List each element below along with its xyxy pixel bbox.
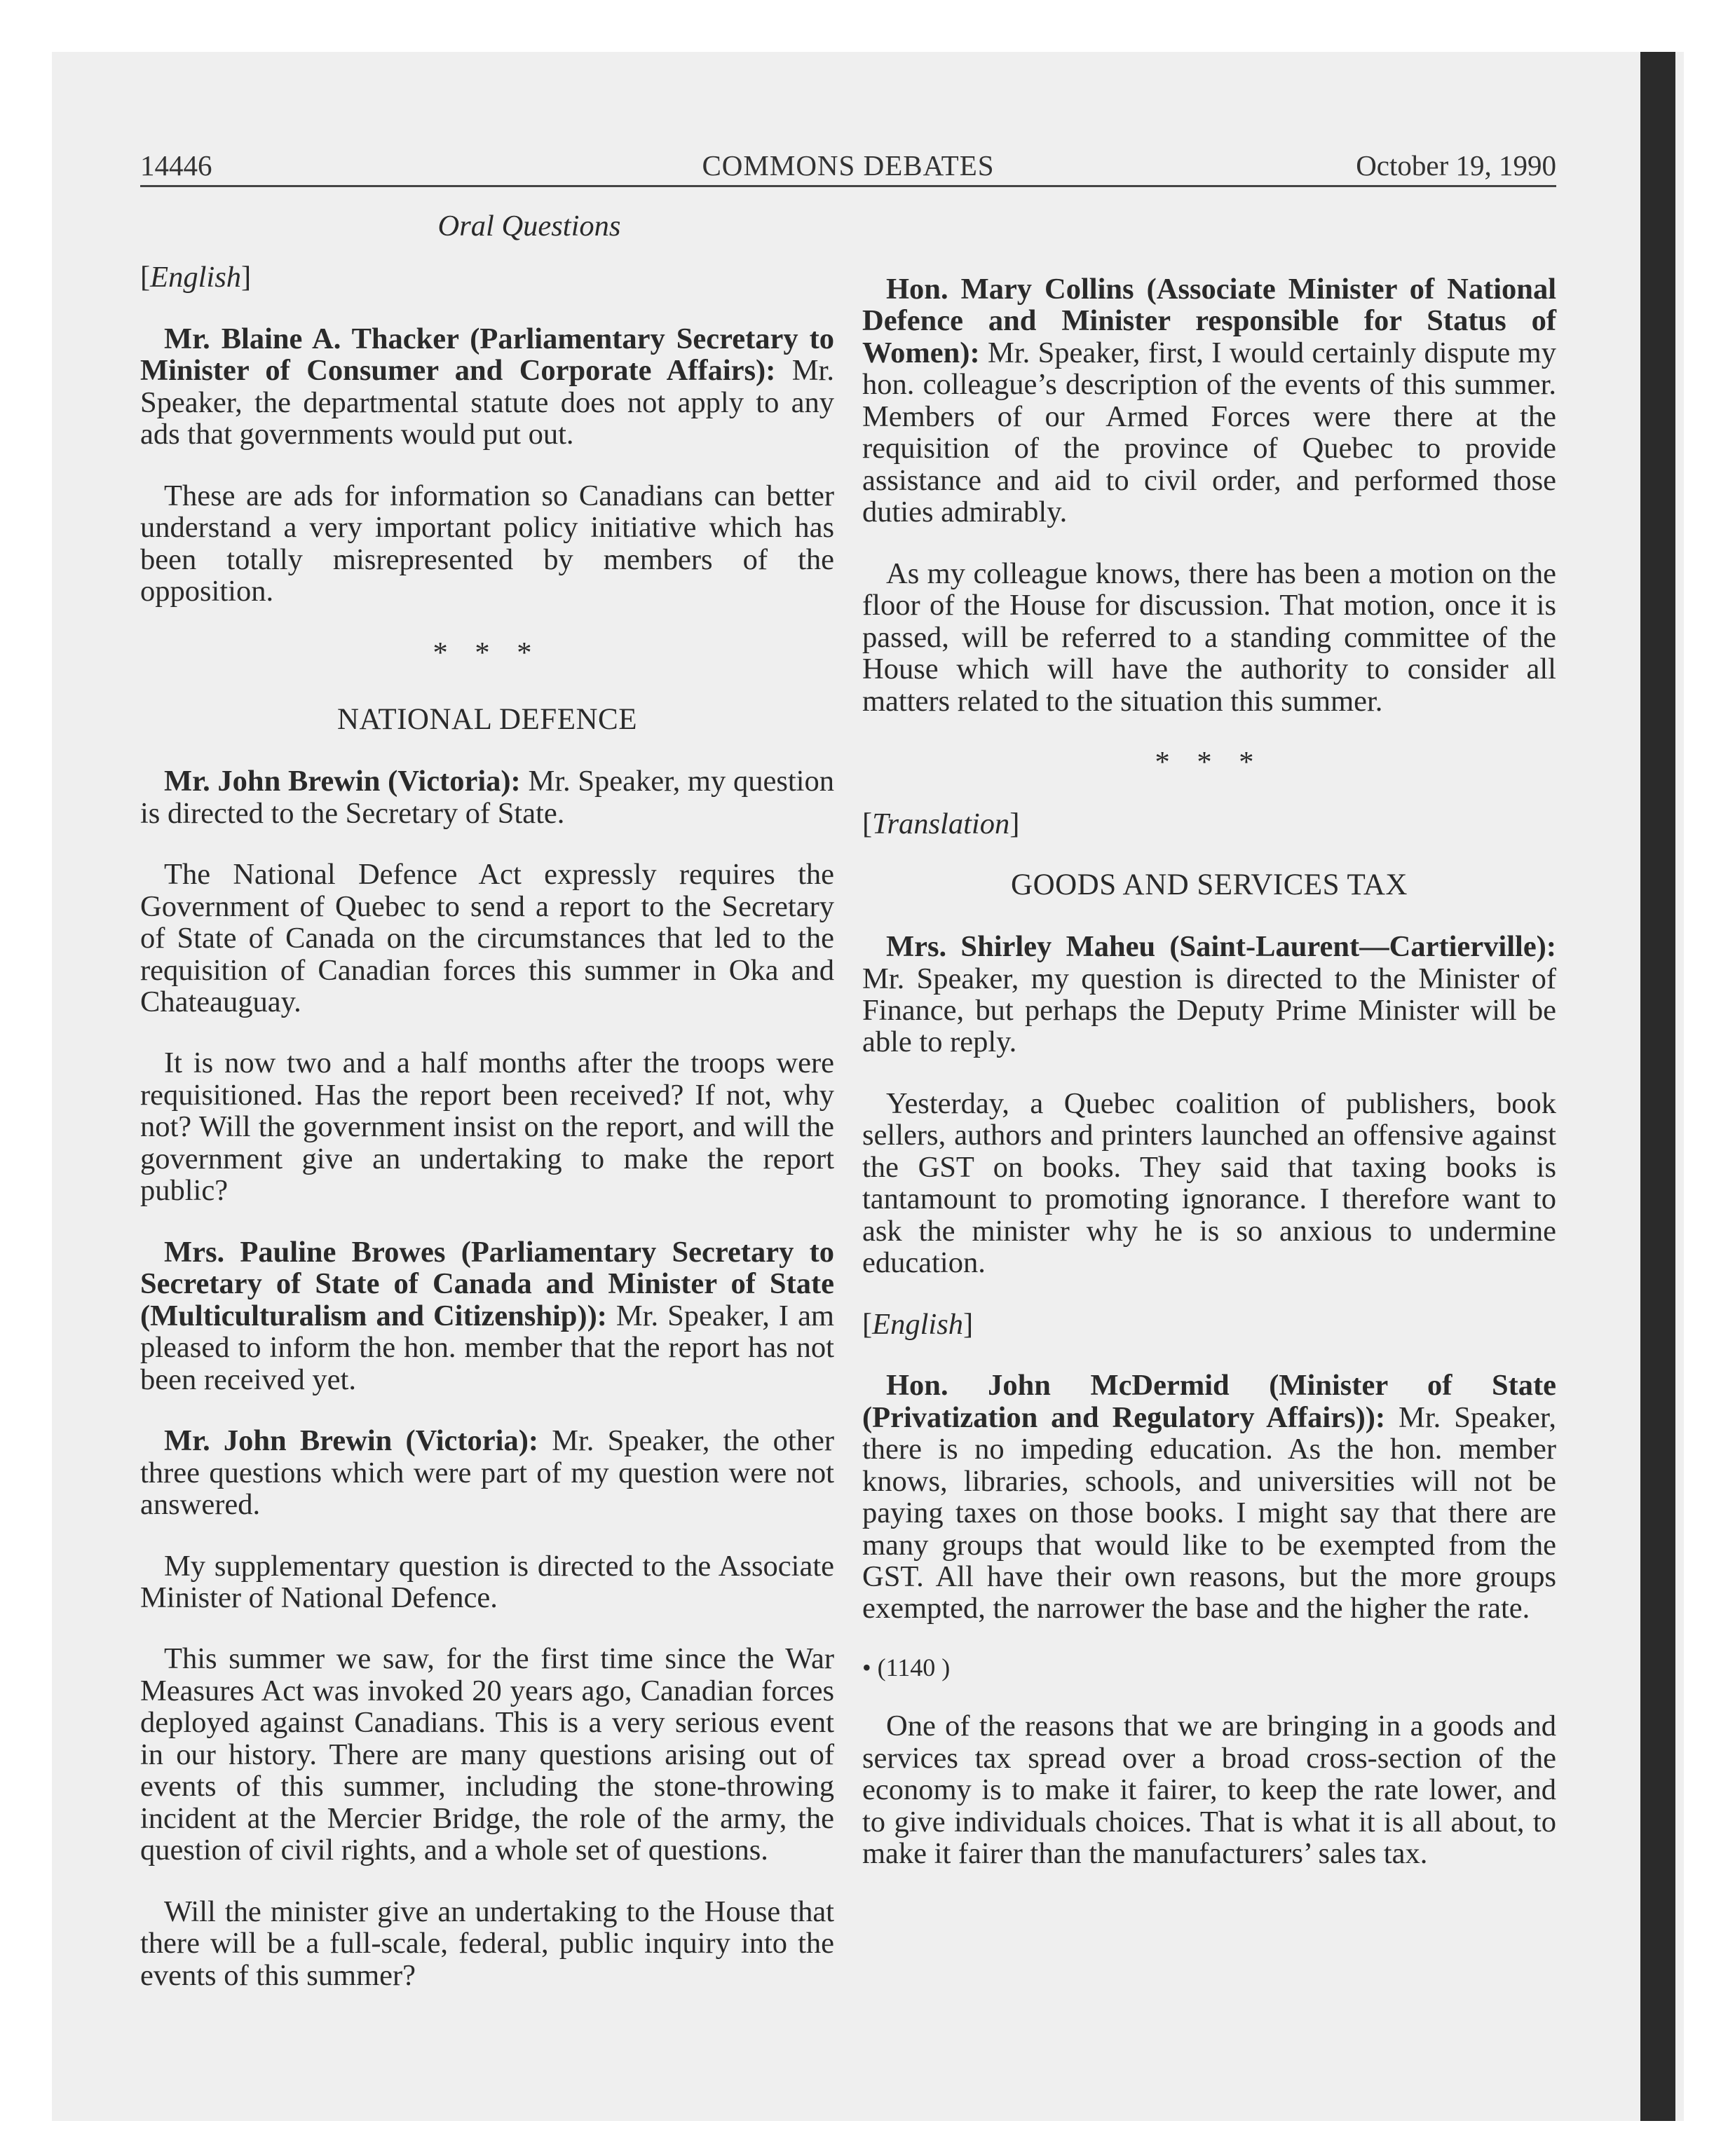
speaker-name: Mr. John Brewin (Victoria): [164, 765, 521, 798]
speaker-name: Hon. John McDermid (Minister of State (Privatization and Regulatory Affairs)): [862, 1369, 1556, 1434]
page-number: 14446 [140, 149, 212, 182]
speech-text: Mr. Speaker, the other three questions which were part of my question were not answered. [140, 1424, 834, 1522]
scan-edge-shadow [1640, 52, 1675, 2121]
paragraph [862, 1370, 1556, 1625]
header-rule [140, 185, 1556, 187]
speaker-name: Mr. Blaine A. Thacker (Parliamentary Secretary to Minister of Consumer and Corporate Affairs): [140, 322, 834, 388]
paragraph [140, 323, 834, 451]
speech-text: Mr. Speaker, there is no impeding education. As the hon. member knows, libraries, schools, and universities will not be paying taxes on those books. I might say that there are many groups that would like to be exempted from the GST. All have their own reasons, but the more groups exempted, the narrower the base and the higher the rate. [862, 1400, 1556, 1625]
section-separator: * * * [1155, 746, 1264, 779]
publication-title: COMMONS DEBATES [702, 149, 995, 182]
paragraph [862, 931, 1556, 1058]
paragraph: These are ads for information so Canadians can better understand a very important policy initiative which has been totally misrepresented by members of the opposition. [140, 479, 834, 608]
paragraph [862, 273, 1556, 528]
paragraph [140, 1236, 834, 1396]
speaker-name: Mrs. Pauline Browes (Parliamentary Secretary to Secretary of State of Canada and Minister of State (Multiculturalism and Citizenship)): [140, 1235, 834, 1332]
language-tag-text: English [872, 1307, 964, 1341]
paragraph [140, 765, 834, 829]
running-header [140, 149, 1556, 191]
section-title: NATIONAL DEFENCE [336, 703, 637, 737]
speaker-name: Hon. Mary Collins (Associate Minister of National Defence and Minister responsible for Status of Women): [862, 273, 1556, 369]
speech-text: Mr. Speaker, I am pleased to inform the hon. member that the report has not been received yet. [140, 1299, 834, 1396]
speech-text: Mr. Speaker, first, I would certainly dispute my hon. colleague’s description of the events of this summer. Members of our Armed Forces were there at the requisition of the province of Quebec to provide assistance and aid to civil order, and performed those duties admirably. [862, 336, 1556, 529]
paragraph: My supplementary question is directed to the Associate Minister of National Defence. [140, 1549, 834, 1614]
speech-text: Mr. Speaker, my question is directed to the Minister of Finance, but perhaps the Deputy Prime Minister will be able to reply. [862, 962, 1556, 1059]
language-tag-text: English [150, 261, 242, 294]
language-tag: [English] [140, 261, 252, 294]
paragraph: As my colleague knows, there has been a motion on the floor of the House for discussion. That motion, once it is passed, will be referred to a standing committee of the House which will have the authority to consider all matters related to the situation this summer. [862, 557, 1556, 718]
language-tag: [Translation] [862, 807, 1020, 840]
speech-text: Mr. Speaker, my question is directed to the Secretary of State. [140, 765, 834, 830]
language-tag: [English] [862, 1307, 974, 1341]
speech-text: Mr. Speaker, the departmental statute does not apply to any ads that governments would put out. [140, 354, 834, 451]
subheading: Oral Questions [437, 210, 621, 243]
time-marker: • (1140 ) [862, 1653, 951, 1681]
paragraph [140, 1425, 834, 1520]
right-column [862, 273, 1556, 1899]
left-column [140, 210, 834, 2021]
paragraph: Yesterday, a Quebec coalition of publishers, book sellers, authors and printers launched an offensive against the GST on books. They said that taxing books is tantamount to promoting ignorance. I therefore want to ask the minister why he is so anxious to undermine education. [862, 1086, 1556, 1280]
paragraph: The National Defence Act expressly requires the Government of Quebec to send a report to the Secretary of State of Canada on the circumstances that led to the requisition of Canadian forces this summer in Oka and Chateauguay. [140, 858, 834, 1018]
section-title: GOODS AND SERVICES TAX [1011, 868, 1408, 902]
speaker-name: Mr. John Brewin (Victoria): [164, 1424, 539, 1458]
paragraph: One of the reasons that we are bringing in a goods and services tax spread over a broad cross-section of the economy is to make it fairer, to keep the rate lower, and to give individuals choices. That is what it is all about, to make it fairer than the manufacturers’ sales tax. [862, 1710, 1556, 1871]
language-tag-text: Translation [872, 807, 1010, 840]
speaker-name: Mrs. Shirley Maheu (Saint-Laurent—Cartierville): [886, 930, 1556, 964]
section-separator: * * * [433, 636, 542, 669]
paragraph: This summer we saw, for the first time since the War Measures Act was invoked 20 years ago, Canadian forces deployed against Canadians. This is a very serious event in our history. There are many questions arising out of events of this summer, including the stone-throwing incident at the Mercier Bridge, the role of the army, the question of civil rights, and a whole set of questions. [140, 1642, 834, 1867]
paragraph: It is now two and a half months after the troops were requisitioned. Has the report been received? If not, why not? Will the government insist on the report, and will the government give an undertaking to make the report public? [140, 1046, 834, 1208]
paragraph: Will the minister give an undertaking to the House that there will be a full-scale, federal, public inquiry into the events of this summer? [140, 1895, 834, 1992]
header-date: October 19, 1990 [1356, 149, 1556, 182]
